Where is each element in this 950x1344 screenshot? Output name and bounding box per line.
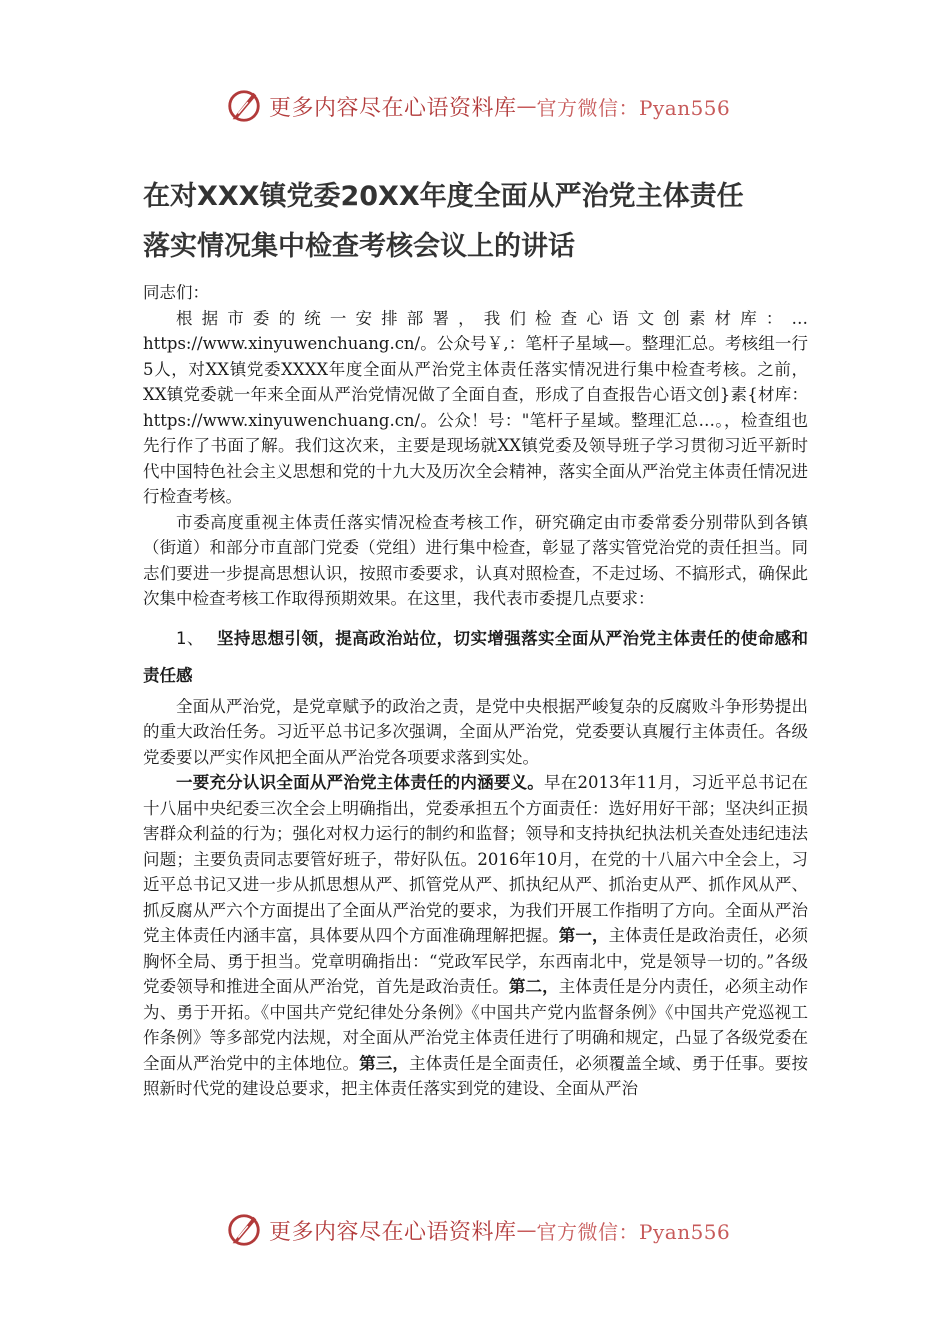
third-text: 主体责任是全面责任，必须覆盖全域、勇于任事。要按照新时代党的建设总要求，把主体责任落实到党的建设、全面从严治 (143, 1053, 809, 1098)
paragraph-3: 全面从严治党，是党章赋予的政治之责，是党中央根据严峻复杂的反腐败斗争形势提出的重大政治任务。习近平总书记多次强调，全面从严治党，党委要认真履行主体责任。各级党委要以严实作风把全面从严治党各项要求落到实处。 (143, 696, 808, 767)
greeting: 同志们： (143, 283, 209, 302)
first-label: 第一， (558, 926, 609, 945)
section-heading-1 (143, 620, 808, 694)
first-text: 主体责任是政治责任，必须胸怀全局、勇于担当。党章明确指出：“党政军民学，东西南北中，党是领导一切的。”各级党委领导和推进全面从严治党，首先是政治责任。 (143, 926, 809, 996)
heading-text: 坚持思想引领，提高政治站位，切实增强落实全面从严治党主体责任的使命感和责任感 (143, 628, 809, 685)
paragraph-2: 市委高度重视主体责任落实情况检查考核工作，研究确定由市委常委分别带队到各镇（街道）和部分市直部门党委（党组）进行集中检查，彰显了落实管党治党的责任担当。同志们要进一步提高思想认识，按照市委要求，认真对照检查，不走过场、不搞形式，确保此次集中检查考核工作取得预期效果。在这里，我代表市委提几点要求： (143, 512, 808, 608)
para4-text: 早在2013年11月，习近平总书记在十八届中央纪委三次全会上明确指出，党委承担五个方面责任：选好用好干部；坚决纠正损害群众利益的行为；强化对权力运行的制约和监督；领导和支持执纪执法机关查处违纪违法问题；主要负责同志要管好班子，带好队伍。2016年10月，在党的十八届六中全会上，习近平总书记又进一步从抓思想从严、抓管党从严、抓执纪从严、抓治吏从严、抓作风从严、抓反腐从严六个方面提出了全面从严治党的要求，为我们开展工作指明了方向。全面从严治党主体责任内涵丰富，具体要从四个方面准确理解把握。 (143, 773, 808, 945)
quill-logo-icon (225, 1211, 263, 1249)
heading-number: 1、 (176, 628, 204, 648)
second-text: 主体责任是分内责任，必须主动作为、勇于开拓。《中国共产党纪律处分条例》《中国共产党内监督条例》《中国共产党巡视工作条例》等多部党内法规，对全面从严治党主体责任进行了明确和规定，凸显了各级党委在全面从严治党中的主体地位。 (143, 977, 809, 1073)
para4-lead: 一要充分认识全面从严治党主体责任的内涵要义。 (176, 773, 545, 792)
header-banner (225, 86, 745, 126)
banner-dash: — (516, 94, 537, 118)
document-title (143, 172, 823, 272)
paragraph-1: 根据市委的统一安排部署，我们检查心语文创素材库：…https://www.xinyuwenchuang.cn/。公众号￥,：笔杆子星域—。整理汇总。考核组一行5人，对XX镇党委XXXX年度全面从严治党主体责任落实情况进行集中检查考核。之前，XX镇党委就一年来全面从严治党情况做了全面自查，形成了自查报告心语文创}素{材库：https://www.xinyuwenchuang.cn/。公众！号："笔杆子星域。整理汇总…。，检查组也先行作了书面了解。我们这次来，主要是现场就XX镇党委及领导班子学习贯彻习近平新时代中国特色社会主义思想和党的十九大及历次全会精神，落实全面从严治党主体责任情况进行检查考核。 (143, 308, 808, 506)
third-label: 第三， (359, 1053, 410, 1073)
title-line-1: 在对XXX镇党委20XX年度全面从严治党主体责任 (143, 181, 744, 212)
title-line-2: 落实情况集中检查考核会议上的讲话 (143, 231, 575, 262)
banner-dash: — (516, 1218, 537, 1242)
banner-main-text: 更多内容尽在心语资料库 (269, 95, 517, 121)
footer-banner (225, 1210, 745, 1250)
banner-suffix: 官方微信：Pyan556 (536, 95, 731, 120)
document-body (143, 280, 808, 1102)
quill-logo-icon (225, 87, 263, 125)
banner-main-text: 更多内容尽在心语资料库 (269, 1219, 517, 1245)
banner-suffix: 官方微信：Pyan556 (536, 1219, 731, 1244)
second-label: 第二， (508, 977, 559, 996)
paragraph-4 (143, 770, 808, 1102)
